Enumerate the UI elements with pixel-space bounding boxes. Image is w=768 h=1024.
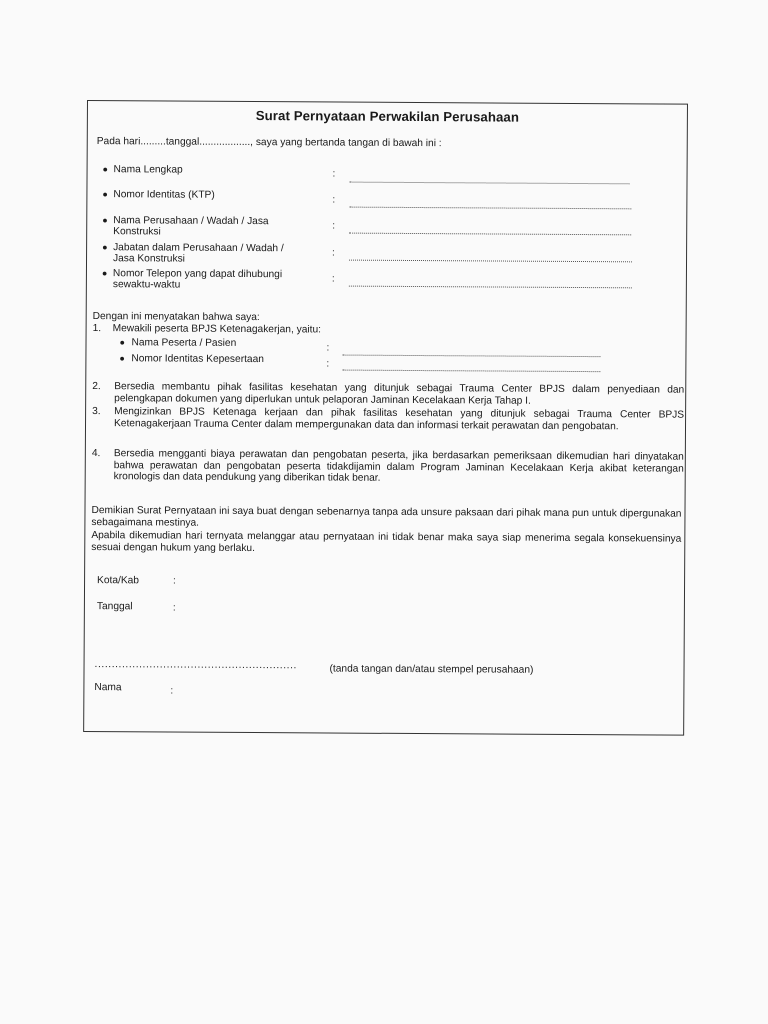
document-frame bbox=[83, 100, 688, 736]
field-colon: : bbox=[331, 273, 335, 285]
bullet-icon: ● bbox=[101, 268, 108, 279]
field-colon: : bbox=[326, 358, 330, 370]
bullet-icon: ● bbox=[102, 215, 108, 226]
field-label: Nomor Telepon yang dapat dihubungi bbox=[112, 268, 283, 281]
item-text: Mengizinkan BPJS Ketenaga kerjaan dan pihak fasilitas kesehatan yang ditunjuk sebagai Trauma Center BPJS Ketenagakerjaan Trauma Center dalam mempergunakan data dan informasi terkait perawatan dan pengobatan. bbox=[113, 406, 685, 432]
subfield-line[interactable] bbox=[342, 369, 600, 373]
field-line[interactable] bbox=[349, 206, 631, 210]
field-line[interactable] bbox=[349, 259, 632, 263]
closing-paragraph-2: Apabila dikemudian hari ternyata melanggar atau pernyataan ini tidak benar maka saya siap menerima segala konsekuensinya sesuai dengan hukum yang berlaku. bbox=[91, 530, 682, 554]
item-number: 3. bbox=[92, 406, 101, 418]
bullet-icon: ● bbox=[102, 164, 109, 175]
field-colon: : bbox=[332, 168, 336, 180]
item-text: Bersedia mengganti biaya perawatan dan pengobatan peserta, jika berdasarkan pemeriksaan dikemudian hari dinyatakan bahwa perawatan dan pengobatan peserta tidakdijamin dalam Program Jaminan Kecelakaan Kerja akibat keterangan kronologis dan data pendukung yang diberikan tidak benar. bbox=[113, 448, 684, 484]
field-label: Nomor Identitas (KTP) bbox=[113, 189, 215, 201]
bullet-icon: ● bbox=[119, 353, 125, 364]
closing-paragraph-1: Demikian Surat Pernyataan ini saya buat dengan sebenarnya tanpa ada unsure paksaan dari pihak mana pun untuk dipergunakan sebagaimana mestinya. bbox=[91, 505, 682, 529]
field-line[interactable] bbox=[350, 181, 630, 185]
field-label: Nama Perusahaan / Wadah / Jasa bbox=[113, 215, 269, 228]
item-text: Bersedia membantu pihak fasilitas kesehatan yang ditunjuk sebagai Trauma Center BPJS dalam penyediaan dan pelengkapan dokumen yang diperlukan untuk pelaporan Jaminan Kecelakaan Kerja Tahap I. bbox=[114, 381, 685, 407]
subfield-line[interactable] bbox=[342, 354, 600, 358]
field-colon: : bbox=[332, 247, 335, 259]
city-colon: : bbox=[173, 575, 176, 587]
date-colon: : bbox=[172, 602, 176, 614]
subfield-label: Nama Peserta / Pasien bbox=[131, 337, 237, 349]
field-label-cont: Konstruksi bbox=[113, 226, 161, 238]
field-line[interactable] bbox=[349, 232, 631, 236]
document-title: Surat Pernyataan Perwakilan Perusahaan bbox=[255, 108, 520, 125]
item-number: 4. bbox=[91, 448, 101, 460]
intro-text: Pada hari.........tanggal.................., saya yang bertanda tangan di bawah ini : bbox=[96, 136, 442, 150]
subfield-label: Nomor Identitas Kepesertaan bbox=[131, 353, 264, 366]
bullet-icon: ● bbox=[102, 242, 108, 253]
field-label: Nama Lengkap bbox=[113, 164, 183, 176]
signature-note: (tanda tangan dan/atau stempel perusahaan) bbox=[329, 663, 534, 676]
field-label-cont: sewaktu-waktu bbox=[112, 279, 181, 291]
name-colon: : bbox=[170, 685, 174, 697]
bullet-icon: ● bbox=[119, 337, 125, 348]
date-label: Tanggal bbox=[96, 601, 133, 613]
field-colon: : bbox=[326, 342, 330, 354]
item-text: Mewakili peserta BPJS Ketenagakerjan, yaitu: bbox=[112, 323, 322, 336]
bullet-icon: ● bbox=[102, 189, 108, 200]
item-number: 2. bbox=[92, 381, 101, 393]
name-label: Nama bbox=[94, 682, 122, 694]
city-label: Kota/Kab bbox=[97, 575, 140, 587]
field-label-cont: Jasa Konstruksi bbox=[112, 253, 185, 265]
field-label: Jabatan dalam Perusahaan / Wadah / bbox=[113, 242, 284, 255]
field-colon: : bbox=[332, 194, 336, 206]
field-colon: : bbox=[332, 220, 336, 232]
declare-intro: Dengan ini menyatakan bahwa saya: bbox=[92, 311, 260, 324]
signature-line[interactable]: ........................................................... bbox=[94, 659, 297, 672]
item-number: 1. bbox=[92, 323, 102, 335]
field-line[interactable] bbox=[349, 285, 632, 289]
